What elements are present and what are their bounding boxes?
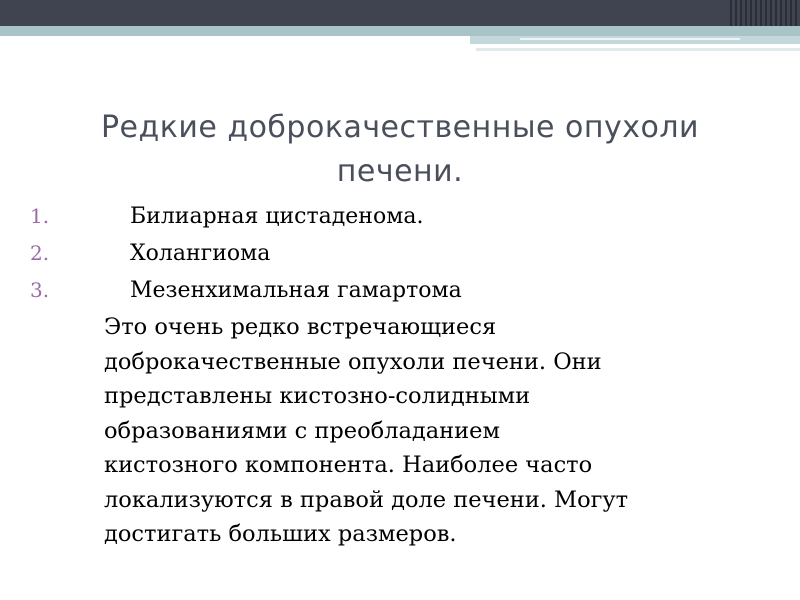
header-stripes-decoration: [730, 0, 800, 26]
list-item-number: 1.: [30, 204, 50, 228]
header-thin-accent-line: [476, 48, 800, 51]
list-item-text: Мезенхимальная гамартома: [130, 278, 462, 303]
header-teal-bar: [0, 26, 800, 36]
paragraph-line: доброкачественные опухоли печени. Они: [104, 348, 602, 375]
paragraph-line: достигать больших размеров.: [104, 521, 457, 547]
header-dark-bar: [0, 0, 800, 26]
paragraph-line: Это очень редко встречающиеся: [104, 314, 497, 340]
list-item-text: Холангиома: [130, 241, 271, 266]
paragraph-line: кистозного компонента. Наиболее часто: [104, 452, 593, 478]
paragraph-line: представлены кистозно-солидными: [104, 383, 531, 409]
list-item-number: 2.: [30, 241, 50, 265]
header-light-accent-line: [520, 38, 740, 40]
paragraph-line: локализуются в правой доле печени. Могут: [104, 486, 629, 513]
paragraph-line: образованиями с преобладанием: [104, 417, 500, 444]
description-paragraph: [104, 310, 744, 552]
list-item-number: 3.: [30, 278, 50, 302]
list-item-text: Билиарная цистаденома.: [130, 204, 424, 229]
slide-title: Редкие доброкачественные опухоли печени.: [100, 110, 700, 189]
